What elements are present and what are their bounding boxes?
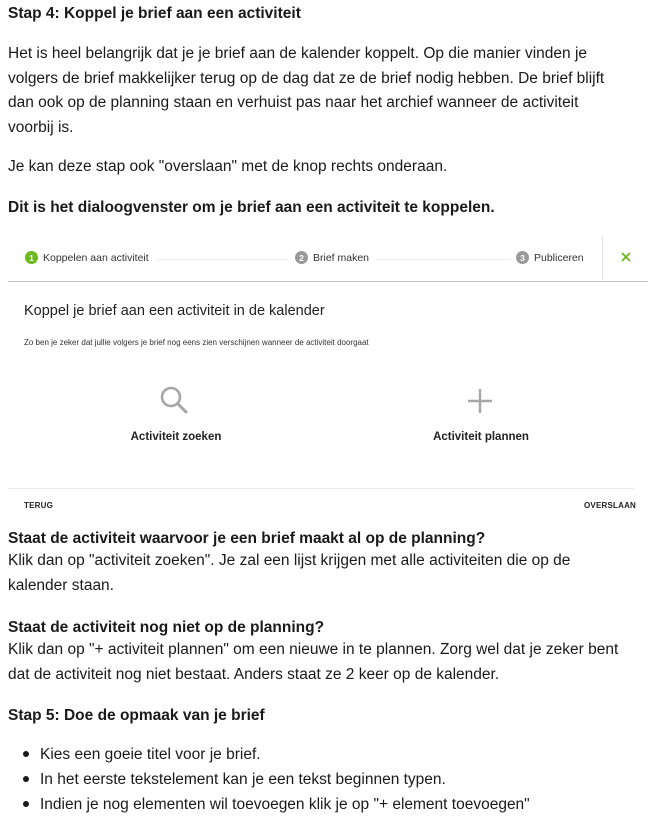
dialog-caption: Dit is het dialoogvenster om je brief aan een activiteit te koppelen. <box>8 199 495 216</box>
step-number-badge: 2 <box>295 251 308 264</box>
step-label: Brief maken <box>313 251 370 264</box>
list-item-text: Kies een goeie titel voor je brief. <box>40 746 261 763</box>
text-line: Het is heel belangrijk dat je je brief aan de kalender koppelt. Op die manier vinden je <box>8 45 588 62</box>
list-item-text: In het eerste tekstelement kan je een tekst beginnen typen. <box>40 771 446 788</box>
list-item <box>8 742 530 767</box>
text-line: Klik dan op "activiteit zoeken". Je zal een lijst krijgen met alle activiteiten die op de <box>8 552 571 569</box>
step-connector <box>376 259 511 260</box>
step4-heading: Stap 4: Koppel je brief aan een activiteit <box>8 5 301 22</box>
step5-bullet-list <box>8 742 530 817</box>
search-icon[interactable] <box>158 384 190 416</box>
skip-button[interactable]: OVERSLAAN <box>584 501 637 510</box>
dialog-subtitle: Zo ben je zeker dat jullie volgers je brief nog eens zien verschijnen wanneer de activiteit doorgaat <box>24 338 369 347</box>
bullet-icon <box>23 801 29 807</box>
answer-1 <box>8 549 570 598</box>
list-item <box>8 767 530 792</box>
text-line: volgers de brief makkelijker terug op de dag dat ze de brief nodig hebben. De brief blijft <box>8 69 605 87</box>
step-label: Koppelen aan activiteit <box>43 251 149 264</box>
close-icon[interactable] <box>618 249 634 265</box>
back-button[interactable]: TERUG <box>24 501 53 510</box>
answer-2 <box>8 638 618 687</box>
text-line: Klik dan op "+ activiteit plannen" om een nieuwe in te plannen. Zorg wel dat je zeker bent <box>8 641 619 658</box>
text-line: kalender staan. <box>8 576 114 594</box>
question-1: Staat de activiteit waarvoor je een brief maakt al op de planning? <box>8 530 486 547</box>
divider <box>602 236 603 280</box>
list-item <box>8 792 530 817</box>
step4-paragraph-2: Je kan deze stap ook "overslaan" met de knop rechts onderaan. <box>8 158 448 175</box>
step5-heading: Stap 5: Doe de opmaak van je brief <box>8 707 265 724</box>
footer-divider <box>8 488 634 489</box>
step4-paragraph-1 <box>8 42 604 140</box>
step-indicator-3[interactable] <box>516 251 584 264</box>
bullet-icon <box>23 776 29 782</box>
step-number-badge: 1 <box>25 251 38 264</box>
link-activity-dialog <box>8 234 648 520</box>
text-line: dan ook op de planning staan en verhuist pas naar het archief wanneer de activiteit <box>8 94 579 111</box>
step-indicator-1[interactable] <box>25 251 149 264</box>
stepper-divider <box>8 281 648 282</box>
text-line: voorbij is. <box>8 118 74 136</box>
text-line: dat de activiteit nog niet bestaat. Anders staat ze 2 keer op de kalender. <box>8 665 500 683</box>
question-2: Staat de activiteit nog niet op de planning? <box>8 619 325 636</box>
step-label: Publiceren <box>534 251 584 264</box>
step-connector <box>158 259 288 260</box>
step-indicator-2[interactable] <box>295 251 369 264</box>
bullet-icon <box>23 751 29 757</box>
list-item-text: Indien je nog elementen wil toevoegen klik je op "+ element toevoegen" <box>40 796 530 813</box>
plus-icon[interactable] <box>464 385 496 417</box>
search-activity-button[interactable]: Activiteit zoeken <box>130 431 222 443</box>
step-number-badge: 3 <box>516 251 529 264</box>
dialog-title: Koppel je brief aan een activiteit in de kalender <box>24 303 325 319</box>
plan-activity-button[interactable]: Activiteit plannen <box>433 431 529 443</box>
